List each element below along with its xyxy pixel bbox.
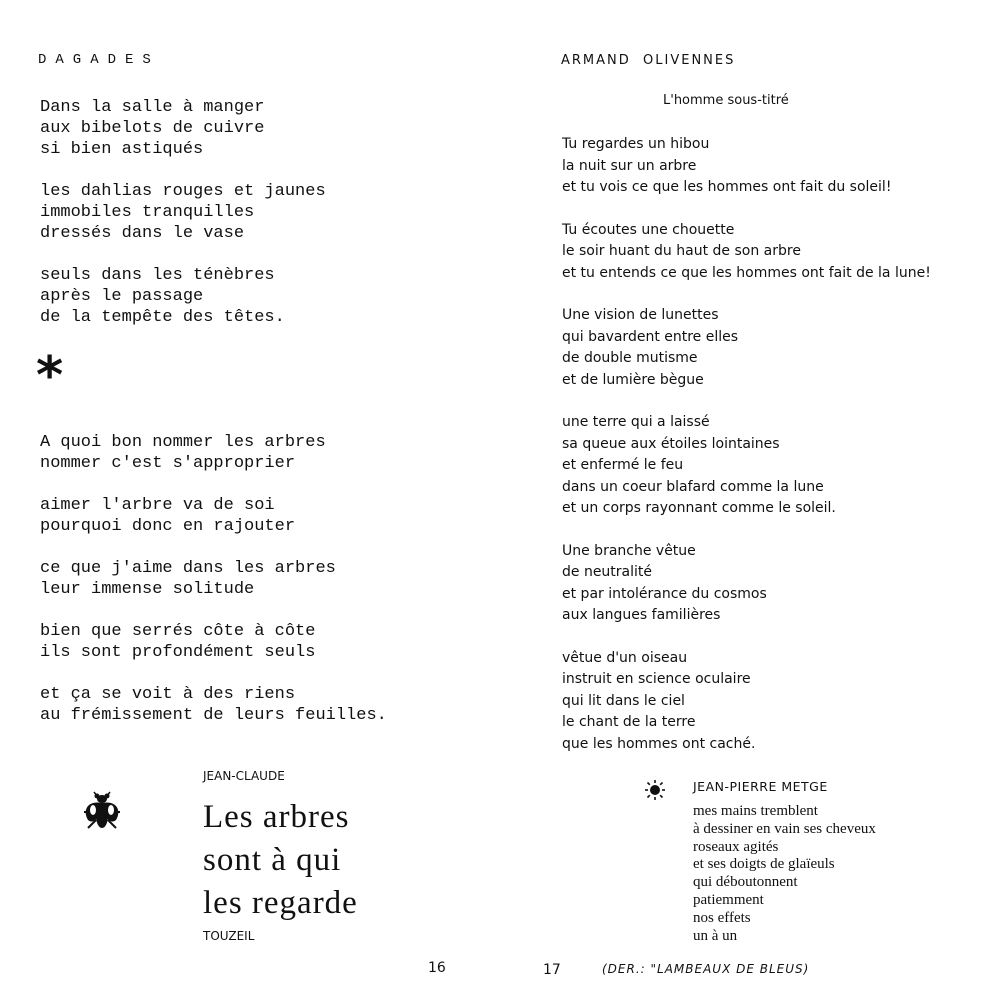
poem-line: patiemment — [693, 891, 764, 908]
handwritten-note: (DER.: "LAMBEAUX DE BLEUS) — [602, 962, 810, 976]
poem-line: et par intolérance du cosmos — [562, 585, 767, 602]
poem-line: les dahlias rouges et jaunes — [40, 182, 326, 201]
poem-line: nommer c'est s'approprier — [40, 454, 296, 473]
stanza — [562, 541, 931, 627]
poem-line: de la tempête des têtes. — [40, 308, 285, 327]
page-number-left: 16 — [428, 960, 446, 976]
poem-line: dans un coeur blafard comme la lune — [562, 478, 824, 495]
right-poem-title: L'homme sous-titré — [663, 93, 789, 108]
poem-line: aux langues familières — [562, 607, 721, 623]
poem-line: la nuit sur un arbre — [562, 157, 697, 174]
stanza — [40, 265, 326, 328]
poem-line: bien que serrés côte à côte — [40, 622, 316, 641]
stanza — [40, 558, 387, 600]
right-poem — [562, 134, 931, 776]
poem-line: et ça se voit à des riens — [40, 685, 296, 704]
poem-line: mes mains tremblent — [693, 803, 818, 819]
poem-line: qui bavardent entre elles — [562, 328, 739, 345]
poem-line: vêtue d'un oiseau — [562, 649, 688, 666]
poem-line: qui lit dans le ciel — [562, 692, 685, 709]
poem-line: à dessiner en vain ses cheveux — [693, 820, 876, 837]
left-poem-dining-room — [40, 97, 326, 349]
stanza — [40, 684, 387, 726]
poem-line: de double mutisme — [562, 350, 698, 366]
poem-line: que les hommes ont caché. — [562, 735, 756, 752]
poem-line: au frémissement de leurs feuilles. — [40, 706, 387, 725]
poem-line: qui déboutonnent — [693, 874, 798, 891]
stanza — [562, 134, 931, 199]
title-line: sont à qui — [203, 842, 342, 878]
poem-line: sa queue aux étoiles lointaines — [562, 435, 780, 452]
poem-line: le chant de la terre — [562, 714, 696, 730]
title-line: les regarde — [203, 885, 358, 921]
asterisk-separator: * — [36, 346, 64, 406]
poem-line: ce que j'aime dans les arbres — [40, 559, 336, 578]
second-author-name: JEAN-PIERRE METGE — [693, 779, 828, 794]
poem-line: et enfermé le feu — [562, 457, 684, 473]
poem-line: et ses doigts de glaïeuls — [693, 856, 835, 873]
author-last-name: TOUZEIL — [203, 929, 255, 943]
stanza — [40, 432, 387, 474]
poem-line: nos effets — [693, 909, 751, 926]
left-author-heading: DAGADES — [38, 52, 160, 68]
poem-line: Tu écoutes une chouette — [562, 221, 735, 238]
second-poem — [693, 803, 876, 945]
stanza — [40, 621, 387, 663]
poem-line: de neutralité — [562, 564, 653, 580]
sun-icon — [645, 780, 665, 800]
stanza — [40, 97, 326, 160]
poem-line: le soir huant du haut de son arbre — [562, 243, 801, 259]
poem-line: Dans la salle à manger — [40, 98, 265, 117]
poem-line: seuls dans les ténèbres — [40, 266, 275, 285]
right-author-heading: ARMAND OLIVENNES — [561, 53, 736, 68]
poem-line: et de lumière bègue — [562, 371, 704, 388]
poem-line: une terre qui a laissé — [562, 414, 710, 430]
stanza — [562, 648, 931, 756]
poem-line: A quoi bon nommer les arbres — [40, 433, 326, 452]
poem-line: Tu regardes un hibou — [562, 136, 710, 152]
title-line: Les arbres — [203, 799, 350, 835]
stanza — [40, 181, 326, 244]
poem-line: ils sont profondément seuls — [40, 643, 316, 662]
poem-line: aimer l'arbre va de soi — [40, 496, 275, 515]
poem-line: et tu vois ce que les hommes ont fait du soleil! — [562, 179, 892, 195]
poem-line: Une vision de lunettes — [562, 307, 719, 323]
poem-line: immobiles tranquilles — [40, 203, 255, 222]
poem-line: et un corps rayonnant comme le soleil. — [562, 500, 836, 516]
poem-line: dressés dans le vase — [40, 224, 245, 243]
poem-line: après le passage — [40, 287, 204, 306]
poem-line: Une branche vêtue — [562, 542, 696, 559]
left-poem-trees — [40, 432, 387, 747]
stanza — [562, 220, 931, 285]
poem-line: leur immense solitude — [40, 580, 255, 599]
stanza — [562, 412, 931, 520]
stanza — [40, 495, 387, 537]
poem-line: un à un — [693, 927, 738, 944]
poem-line: instruit en science oculaire — [562, 671, 751, 687]
poem-line: aux bibelots de cuivre — [40, 119, 265, 138]
stanza — [562, 305, 931, 391]
poem-line: et tu entends ce que les hommes ont fait de la lune! — [562, 264, 931, 281]
box-poem-title — [203, 796, 358, 925]
poem-line: roseaux agités — [693, 838, 779, 855]
poem-line: pourquoi donc en rajouter — [40, 517, 296, 536]
fly-icon — [80, 790, 124, 832]
author-first-name: JEAN-CLAUDE — [203, 769, 285, 783]
page-number-right: 17 — [543, 962, 561, 978]
poem-line: si bien astiqués — [40, 140, 204, 159]
